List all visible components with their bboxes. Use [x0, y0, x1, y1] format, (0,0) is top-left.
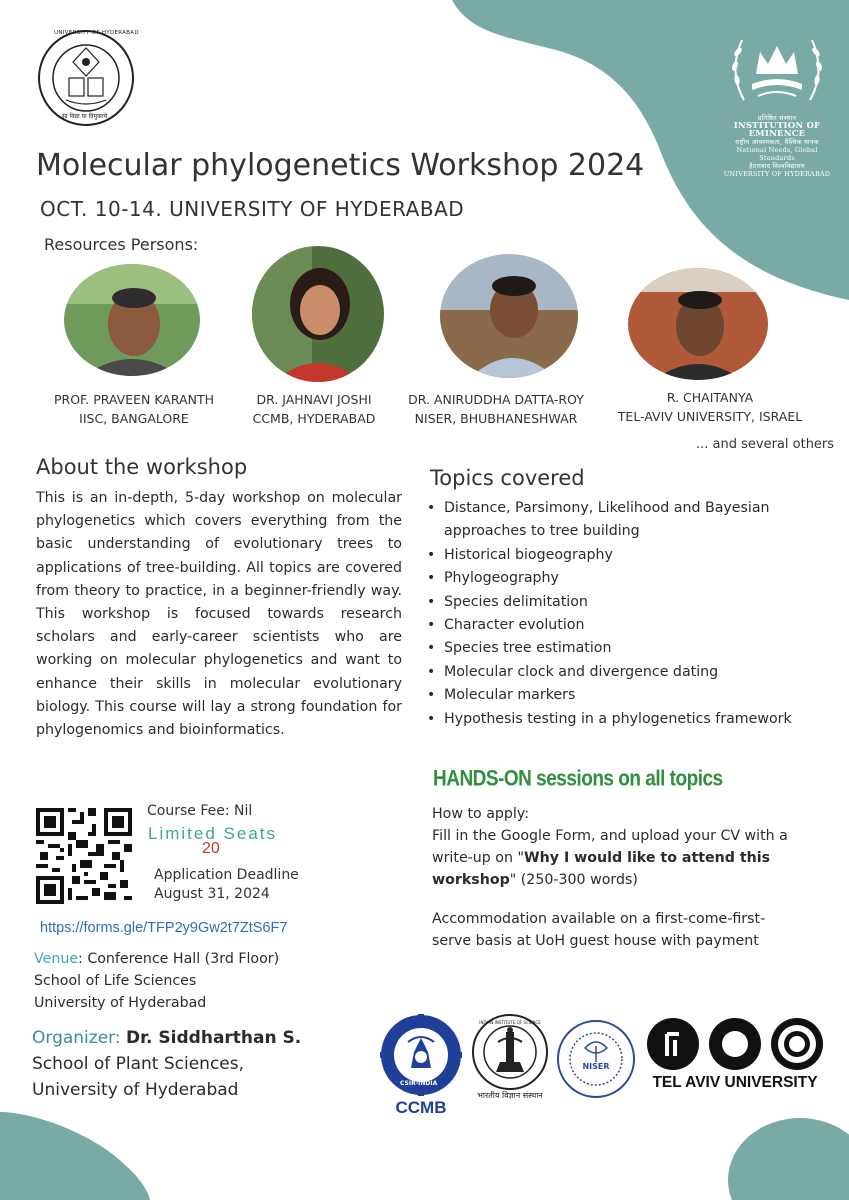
university-of-hyderabad-logo — [36, 28, 139, 128]
application-deadline — [154, 866, 299, 904]
topics-heading: Topics covered — [430, 466, 585, 490]
person-name-aniruddha-datta-roy — [396, 390, 596, 428]
person-name: DR. JAHNAVI JOSHI — [256, 392, 372, 407]
ioe-line-motto: National Needs, Global Standards — [736, 146, 818, 162]
ccmb-label: CCMB — [395, 1098, 447, 1117]
list-item: • Distance, Parsimony, Likelihood and Bayesian approaches to tree building — [422, 497, 822, 544]
how-to-apply-body — [432, 825, 822, 891]
deadline-label: Application Deadline — [154, 867, 299, 883]
limited-seats-label: Limited Seats — [148, 824, 277, 843]
ccmb-logo — [378, 1012, 464, 1120]
venue-line — [34, 948, 279, 970]
list-item: • Species delimitation — [422, 591, 822, 614]
list-item: • Molecular markers — [422, 684, 822, 707]
person-affiliation: CCMB, HYDERABAD — [252, 411, 376, 426]
person-name: R. CHAITANYA — [666, 390, 754, 405]
tau-label: TEL AVIV UNIVERSITY — [652, 1074, 818, 1091]
venue-university: University of Hyderabad — [34, 995, 207, 1011]
venue-block — [34, 948, 279, 1014]
course-fee: Course Fee: Nil — [147, 803, 253, 819]
how-to-apply-bold: Why I would like to attend this workshop — [432, 850, 771, 888]
organizer-line — [32, 1025, 301, 1051]
niser-emblem-icon — [555, 1018, 637, 1100]
accommodation-note: Accommodation available on a first-come-first-serve basis at UoH guest house with payment — [432, 911, 766, 949]
organizer-university: University of Hyderabad — [32, 1080, 239, 1100]
person-affiliation: TEL-AVIV UNIVERSITY, ISRAEL — [617, 409, 803, 424]
institution-of-eminence-crest-icon — [722, 22, 832, 110]
several-others-note: ... and several others — [696, 437, 835, 452]
organizer-school: School of Plant Sciences, — [32, 1054, 245, 1074]
how-to-apply-heading: How to apply: — [432, 806, 530, 822]
portrait-praveen-karanth — [64, 264, 200, 376]
person-name-jahnavi-joshi — [230, 390, 398, 428]
list-item: • Historical biogeography — [422, 544, 822, 567]
portrait-aniruddha-datta-roy — [440, 254, 578, 378]
qr-code[interactable] — [36, 808, 132, 904]
iisc-ring-text: INDIAN INSTITUTE OF SCIENCE — [479, 1020, 541, 1025]
handson-banner: HANDS-ON sessions on all topics — [433, 767, 723, 792]
tel-aviv-university-logo — [645, 1016, 830, 1096]
niser-label: NISER — [582, 1062, 610, 1071]
resource-persons-label: Resources Persons: — [44, 235, 199, 254]
person-affiliation: NISER, BHUBHANESHWAR — [414, 411, 578, 426]
list-item: • Character evolution — [422, 614, 822, 637]
list-item: • Molecular clock and divergence dating — [422, 661, 822, 684]
ioe-line-main: INSTITUTION OF EMINENCE — [733, 121, 821, 139]
uoh-seal-ring-text: UNIVERSITY OF HYDERABAD — [54, 30, 139, 36]
ioe-line-uoh: UNIVERSITY OF HYDERABAD — [723, 170, 831, 178]
google-form-link[interactable]: https://forms.gle/TFP2y9Gw2t7ZtS6F7 — [40, 920, 288, 936]
list-item: • Phylogeography — [422, 567, 822, 590]
venue-place: : Conference Hall (3rd Floor) — [78, 951, 280, 967]
about-heading: About the workshop — [36, 455, 248, 479]
iisc-logo — [470, 1012, 550, 1102]
qr-code-icon — [36, 808, 132, 904]
venue-school: School of Life Sciences — [34, 973, 197, 989]
ioe-line-motto-hindi: राष्ट्रीय आवश्यकता, वैश्विक मानक — [735, 138, 819, 146]
person-name-praveen-karanth — [40, 390, 228, 428]
portrait-r-chaitanya — [628, 268, 768, 380]
organizer-label: Organizer: — [32, 1028, 121, 1048]
page-subtitle: OCT. 10-14. UNIVERSITY OF HYDERABAD — [40, 197, 465, 221]
tel-aviv-university-emblem-icon — [645, 1016, 830, 1072]
list-item: • Species tree estimation — [422, 637, 822, 660]
page-title: Molecular phylogenetics Workshop 2024 — [36, 148, 645, 183]
ioe-line-hindi: प्रतिष्ठित संस्थान — [757, 114, 797, 122]
person-name: DR. ANIRUDDHA DATTA-ROY — [408, 392, 584, 407]
portrait-jahnavi-joshi — [252, 246, 384, 382]
venue-label: Venue — [34, 951, 79, 967]
how-to-apply — [432, 803, 822, 891]
niser-logo — [555, 1018, 637, 1100]
ioe-line-uoh-hindi: हैदराबाद विश्वविद्यालय — [749, 162, 805, 170]
ccmb-ring-text: CSIR-INDIA — [400, 1080, 438, 1087]
person-name: PROF. PRAVEEN KARANTH — [54, 392, 214, 407]
organizer-block — [32, 1025, 301, 1103]
list-item: • Hypothesis testing in a phylogenetics framework — [422, 708, 822, 731]
iisc-bottom-text: भारतीय विज्ञान संस्थान — [477, 1091, 543, 1100]
seats-count: 20 — [202, 840, 220, 857]
person-name-r-chaitanya — [600, 388, 820, 426]
how-to-apply-text: Fill in the Google Form, and upload your CV with a write-up on " — [432, 828, 788, 866]
topics-list — [422, 497, 822, 731]
institution-of-eminence-logo — [722, 22, 832, 178]
about-body: This is an in-depth, 5-day workshop on molecular phylogenetics which covers everything from the basic understanding of evolutionary trees to applications of tree-building. All topics are covered from theory to practice, in a beginner-friendly way. This workshop is focused towards research scholars and early-career scientists who are working on molecular phylogenetics and want to enhance their skills in molecular evolutionary biology. This course will lay a strong foundation for phylogenomics and bioinformatics. — [36, 490, 402, 739]
uoh-seal-motto: सा विद्या या विमुक्तये — [62, 113, 108, 120]
how-to-apply-text-end: " (250-300 words) — [509, 872, 638, 888]
deadline-date: August 31, 2024 — [154, 886, 270, 902]
organizer-name: Dr. Siddharthan S. — [125, 1028, 302, 1048]
person-affiliation: IISC, BANGALORE — [79, 411, 189, 426]
